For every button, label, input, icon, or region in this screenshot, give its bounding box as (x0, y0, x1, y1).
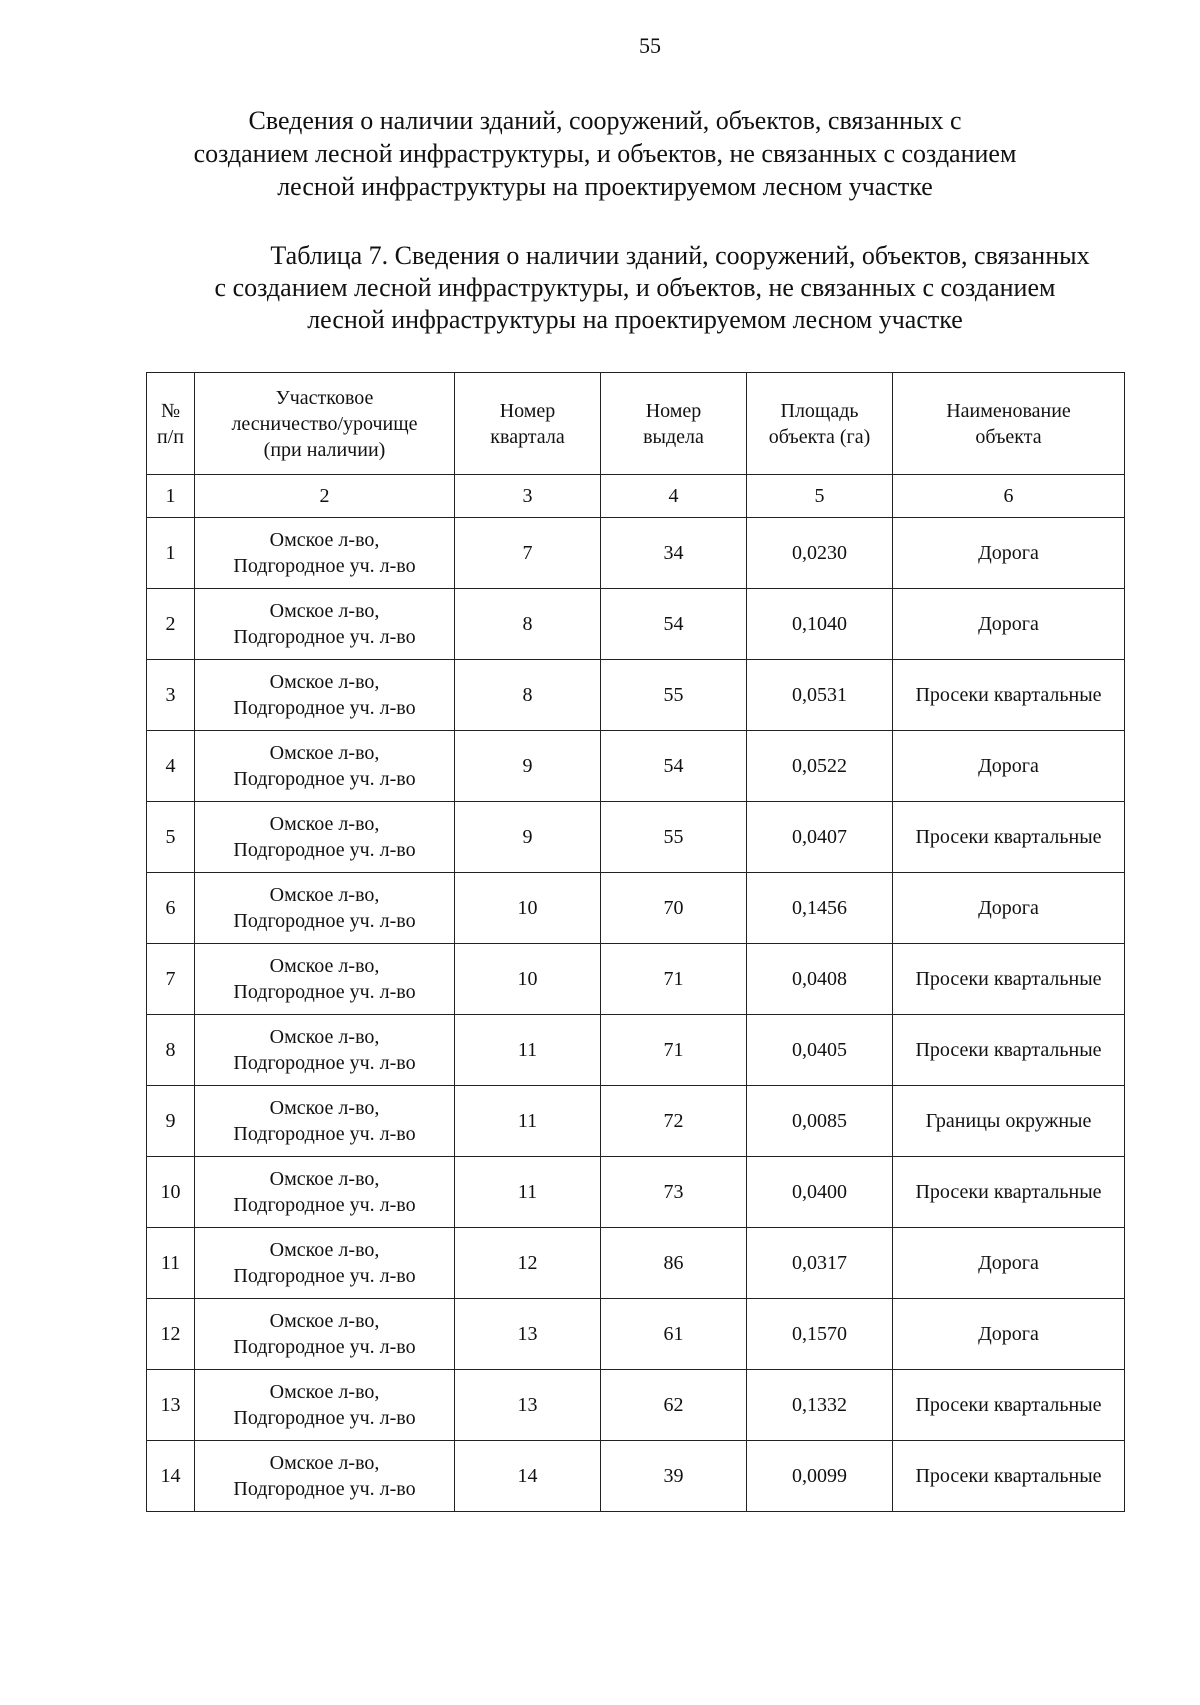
caption-line: лесной инфраструктуры на проектируемом лесном участке (307, 305, 963, 334)
quarter-cell: 11 (455, 1015, 601, 1086)
object-name-cell: Дорога (893, 1299, 1125, 1370)
plot-cell: 34 (601, 518, 747, 589)
forestry-cell (195, 1441, 455, 1512)
table-row (147, 1299, 1125, 1370)
header-line: Номер (499, 399, 556, 422)
forestry-line: Подгородное уч. л-во (233, 768, 416, 790)
table-caption (150, 240, 1120, 336)
header-line: п/п (157, 425, 184, 448)
forestry-line: Подгородное уч. л-во (233, 1194, 416, 1216)
row-number-cell: 5 (147, 802, 195, 873)
forestry-line: Омское л-во, (269, 600, 380, 622)
quarter-cell: 9 (455, 802, 601, 873)
table-row (147, 589, 1125, 660)
column-number: 1 (147, 475, 195, 518)
object-name-cell: Дорога (893, 518, 1125, 589)
table-row (147, 1370, 1125, 1441)
column-number: 5 (747, 475, 893, 518)
quarter-cell: 10 (455, 873, 601, 944)
table-row (147, 944, 1125, 1015)
area-cell: 0,0085 (747, 1086, 893, 1157)
forestry-cell (195, 731, 455, 802)
header-line: объекта (975, 425, 1042, 448)
table-row (147, 1015, 1125, 1086)
area-cell: 0,0317 (747, 1228, 893, 1299)
plot-cell: 70 (601, 873, 747, 944)
object-name-cell: Просеки квартальные (893, 660, 1125, 731)
forestry-line: Подгородное уч. л-во (233, 1407, 416, 1429)
forestry-cell (195, 589, 455, 660)
area-cell: 0,1456 (747, 873, 893, 944)
header-line: Номер (645, 399, 702, 422)
plot-cell: 71 (601, 944, 747, 1015)
row-number-cell: 2 (147, 589, 195, 660)
row-number-cell: 3 (147, 660, 195, 731)
object-name-cell: Просеки квартальные (893, 1441, 1125, 1512)
forestry-cell (195, 1015, 455, 1086)
plot-cell: 86 (601, 1228, 747, 1299)
forestry-line: Омское л-во, (269, 529, 380, 551)
column-number: 6 (893, 475, 1125, 518)
quarter-cell: 8 (455, 589, 601, 660)
plot-cell: 39 (601, 1441, 747, 1512)
table-row (147, 660, 1125, 731)
forestry-line: Омское л-во, (269, 1026, 380, 1048)
row-number-cell: 10 (147, 1157, 195, 1228)
forestry-line: Подгородное уч. л-во (233, 981, 416, 1003)
forestry-line: Подгородное уч. л-во (233, 1123, 416, 1145)
section-heading (150, 104, 1060, 203)
forestry-cell (195, 1157, 455, 1228)
quarter-cell: 14 (455, 1441, 601, 1512)
object-name-cell: Границы окружные (893, 1086, 1125, 1157)
column-number: 3 (455, 475, 601, 518)
forestry-line: Подгородное уч. л-во (233, 1336, 416, 1358)
plot-cell: 72 (601, 1086, 747, 1157)
header-line: Наименование (946, 399, 1071, 422)
forestry-line: Омское л-во, (269, 1239, 380, 1261)
header-line: Участковое (275, 386, 374, 409)
forestry-line: Омское л-во, (269, 884, 380, 906)
forestry-line: Подгородное уч. л-во (233, 910, 416, 932)
area-cell: 0,1040 (747, 589, 893, 660)
area-cell: 0,0522 (747, 731, 893, 802)
area-cell: 0,1570 (747, 1299, 893, 1370)
row-number-cell: 7 (147, 944, 195, 1015)
row-number-cell: 9 (147, 1086, 195, 1157)
caption-line: Таблица 7. Сведения о наличии зданий, сооружений, объектов, связанных (270, 241, 1090, 270)
row-number-cell: 4 (147, 731, 195, 802)
row-number-cell: 11 (147, 1228, 195, 1299)
header-line: лесничество/урочище (231, 412, 418, 435)
forestry-line: Подгородное уч. л-во (233, 839, 416, 861)
header-plot (601, 373, 747, 475)
forestry-line: Омское л-во, (269, 813, 380, 835)
header-line: № (160, 399, 181, 422)
forestry-line: Омское л-во, (269, 1310, 380, 1332)
column-number: 4 (601, 475, 747, 518)
object-name-cell: Дорога (893, 873, 1125, 944)
table-row (147, 1228, 1125, 1299)
table-body (147, 518, 1125, 1512)
forestry-cell (195, 660, 455, 731)
plot-cell: 55 (601, 660, 747, 731)
quarter-cell: 12 (455, 1228, 601, 1299)
forestry-line: Подгородное уч. л-во (233, 555, 416, 577)
table-row (147, 873, 1125, 944)
quarter-cell: 7 (455, 518, 601, 589)
row-number-cell: 14 (147, 1441, 195, 1512)
forestry-line: Омское л-во, (269, 1097, 380, 1119)
forestry-cell (195, 1228, 455, 1299)
quarter-cell: 9 (455, 731, 601, 802)
quarter-cell: 13 (455, 1299, 601, 1370)
forestry-line: Подгородное уч. л-во (233, 697, 416, 719)
area-cell: 0,0531 (747, 660, 893, 731)
row-number-cell: 12 (147, 1299, 195, 1370)
area-cell: 0,0230 (747, 518, 893, 589)
header-quarter (455, 373, 601, 475)
forestry-line: Подгородное уч. л-во (233, 1265, 416, 1287)
object-name-cell: Просеки квартальные (893, 1015, 1125, 1086)
forestry-cell (195, 944, 455, 1015)
header-object-name (893, 373, 1125, 475)
forestry-line: Омское л-во, (269, 1381, 380, 1403)
table-header-row (147, 373, 1125, 475)
area-cell: 0,0405 (747, 1015, 893, 1086)
plot-cell: 55 (601, 802, 747, 873)
table-row (147, 1086, 1125, 1157)
plot-cell: 54 (601, 731, 747, 802)
plot-cell: 61 (601, 1299, 747, 1370)
object-name-cell: Просеки квартальные (893, 1157, 1125, 1228)
table-row (147, 802, 1125, 873)
quarter-cell: 10 (455, 944, 601, 1015)
forestry-line: Подгородное уч. л-во (233, 1052, 416, 1074)
plot-cell: 73 (601, 1157, 747, 1228)
quarter-cell: 13 (455, 1370, 601, 1441)
area-cell: 0,0407 (747, 802, 893, 873)
header-area (747, 373, 893, 475)
header-line: Площадь (780, 399, 859, 422)
header-forestry (195, 373, 455, 475)
object-name-cell: Дорога (893, 589, 1125, 660)
forestry-line: Омское л-во, (269, 1168, 380, 1190)
forestry-cell (195, 873, 455, 944)
plot-cell: 62 (601, 1370, 747, 1441)
forestry-line: Омское л-во, (269, 1452, 380, 1474)
forestry-cell (195, 1370, 455, 1441)
header-number (147, 373, 195, 475)
header-line: объекта (га) (768, 425, 871, 448)
header-line: выдела (643, 425, 704, 448)
infrastructure-table (146, 372, 1125, 1512)
quarter-cell: 11 (455, 1086, 601, 1157)
forestry-line: Омское л-во, (269, 671, 380, 693)
object-name-cell: Просеки квартальные (893, 802, 1125, 873)
heading-line: созданием лесной инфраструктуры, и объектов, не связанных с созданием (193, 139, 1017, 168)
column-number: 2 (195, 475, 455, 518)
row-number-cell: 8 (147, 1015, 195, 1086)
object-name-cell: Просеки квартальные (893, 944, 1125, 1015)
row-number-cell: 6 (147, 873, 195, 944)
quarter-cell: 11 (455, 1157, 601, 1228)
table-row (147, 1441, 1125, 1512)
heading-line: Сведения о наличии зданий, сооружений, объектов, связанных с (248, 106, 962, 135)
forestry-cell (195, 1299, 455, 1370)
caption-line: с созданием лесной инфраструктуры, и объектов, не связанных с созданием (214, 273, 1056, 302)
plot-cell: 71 (601, 1015, 747, 1086)
area-cell: 0,0099 (747, 1441, 893, 1512)
forestry-line: Подгородное уч. л-во (233, 1478, 416, 1500)
quarter-cell: 8 (455, 660, 601, 731)
row-number-cell: 13 (147, 1370, 195, 1441)
forestry-cell (195, 518, 455, 589)
row-number-cell: 1 (147, 518, 195, 589)
table-row (147, 518, 1125, 589)
forestry-cell (195, 802, 455, 873)
object-name-cell: Дорога (893, 731, 1125, 802)
header-line: (при наличии) (263, 438, 386, 461)
table-row (147, 1157, 1125, 1228)
heading-line: лесной инфраструктуры на проектируемом лесном участке (277, 172, 933, 201)
area-cell: 0,0408 (747, 944, 893, 1015)
object-name-cell: Просеки квартальные (893, 1370, 1125, 1441)
object-name-cell: Дорога (893, 1228, 1125, 1299)
column-number-row (147, 475, 1125, 518)
forestry-line: Подгородное уч. л-во (233, 626, 416, 648)
forestry-line: Омское л-во, (269, 742, 380, 764)
table-row (147, 731, 1125, 802)
area-cell: 0,1332 (747, 1370, 893, 1441)
forestry-cell (195, 1086, 455, 1157)
page-number: 55 (639, 33, 661, 58)
header-line: квартала (490, 425, 565, 448)
forestry-line: Омское л-во, (269, 955, 380, 977)
area-cell: 0,0400 (747, 1157, 893, 1228)
plot-cell: 54 (601, 589, 747, 660)
